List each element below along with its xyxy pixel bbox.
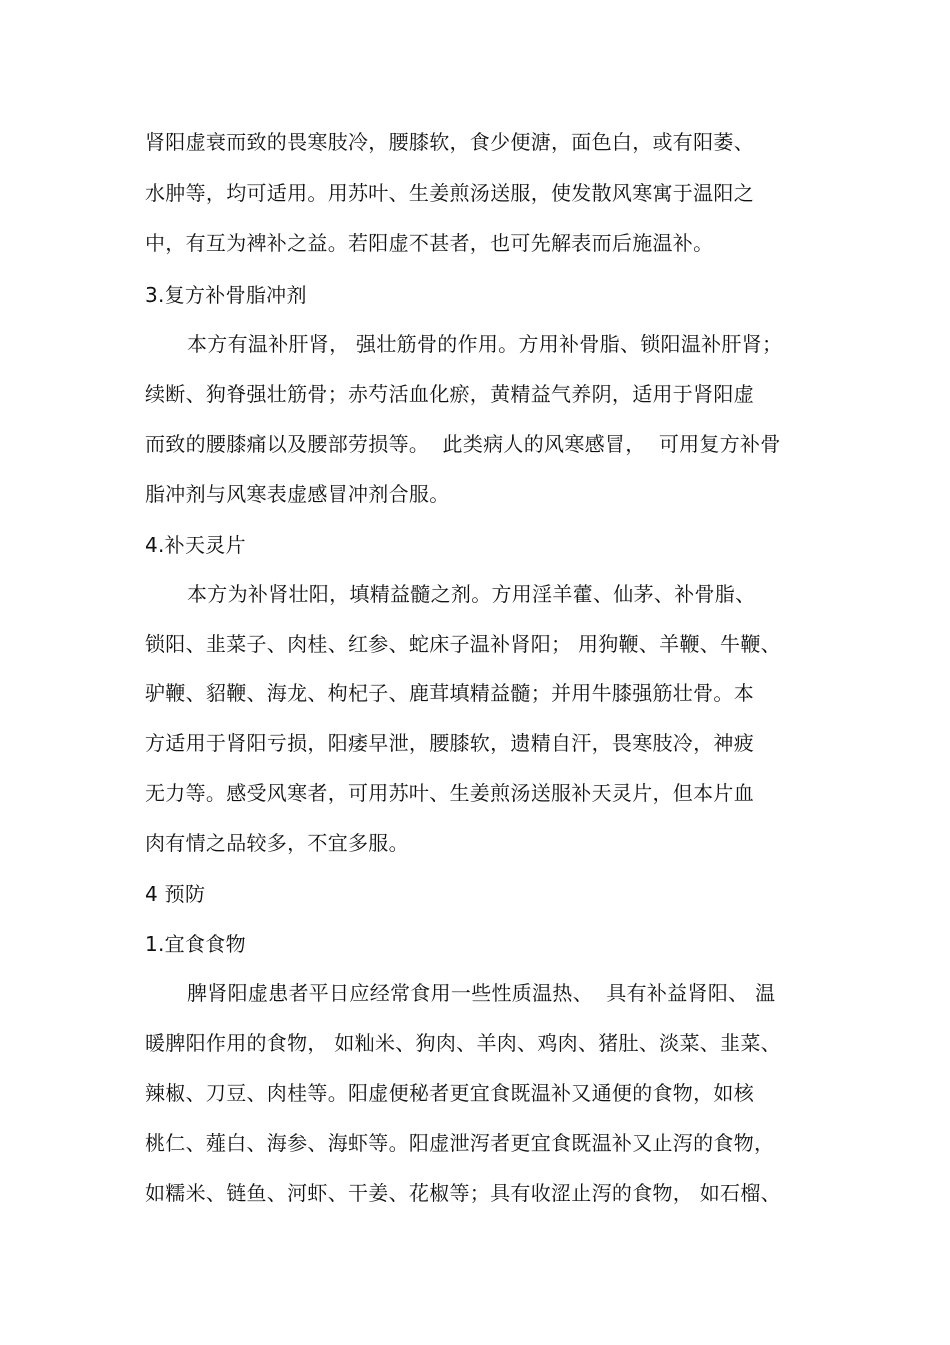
text-line: 肉有情之品较多，不宜多服。 (145, 831, 409, 855)
text-line: 本方为补肾壮阳，填精益髓之剂。方用淫羊藿、仙茅、补骨脂、 (187, 582, 756, 606)
text-line: 如糯米、链鱼、河虾、干姜、花椒等；具有收涩止泻的食物， 如石榴、 (145, 1181, 781, 1205)
text-line: 脂冲剂与风寒表虚感冒冲剂合服。 (145, 482, 450, 506)
text-line: 中，有互为裨补之益。若阳虚不甚者，也可先解表而后施温补。 (145, 231, 714, 255)
text-line: 方适用于肾阳亏损，阳痿早泄，腰膝软，遗精自汗，畏寒肢冷，神疲 (145, 731, 754, 755)
text-line: 水肿等，均可适用。用苏叶、生姜煎汤送服，使发散风寒寓于温阳之 (145, 181, 754, 205)
text-line: 本方有温补肝肾， 强壮筋骨的作用。方用补骨脂、锁阳温补肝肾； (187, 332, 783, 356)
text-line: 辣椒、刀豆、肉桂等。阳虚便秘者更宜食既温补又通便的食物，如核 (145, 1081, 754, 1105)
text-line: 脾肾阳虚患者平日应经常食用一些性质温热、 具有补益肾阳、 温 (187, 981, 776, 1005)
text-line: 驴鞭、貂鞭、海龙、枸杞子、鹿茸填精益髓；并用牛膝强筋壮骨。本 (145, 681, 754, 705)
text-line: 暖脾阳作用的食物， 如籼米、狗肉、羊肉、鸡肉、猪肚、淡菜、韭菜、 (145, 1031, 781, 1055)
text-line: 锁阳、韭菜子、肉桂、红参、蛇床子温补肾阳； 用狗鞭、羊鞭、牛鞭、 (145, 632, 781, 656)
section-heading: 4.补天灵片 (145, 533, 246, 557)
text-line: 无力等。感受风寒者，可用苏叶、生姜煎汤送服补天灵片，但本片血 (145, 781, 754, 805)
section-heading: 1.宜食食物 (145, 932, 246, 956)
text-line: 桃仁、薤白、海参、海虾等。阳虚泄泻者更宜食既温补又止泻的食物， (145, 1131, 775, 1155)
text-line: 而致的腰膝痛以及腰部劳损等。 此类病人的风寒感冒， 可用复方补骨 (145, 432, 781, 456)
text-line: 续断、狗脊强壮筋骨；赤芍活血化瘀，黄精益气养阴，适用于肾阳虚 (145, 382, 754, 406)
text-line: 肾阳虚衰而致的畏寒肢冷，腰膝软，食少便溏，面色白，或有阳萎、 (145, 130, 754, 154)
section-heading: 4 预防 (145, 882, 206, 906)
section-heading: 3.复方补骨脂冲剂 (145, 283, 307, 307)
